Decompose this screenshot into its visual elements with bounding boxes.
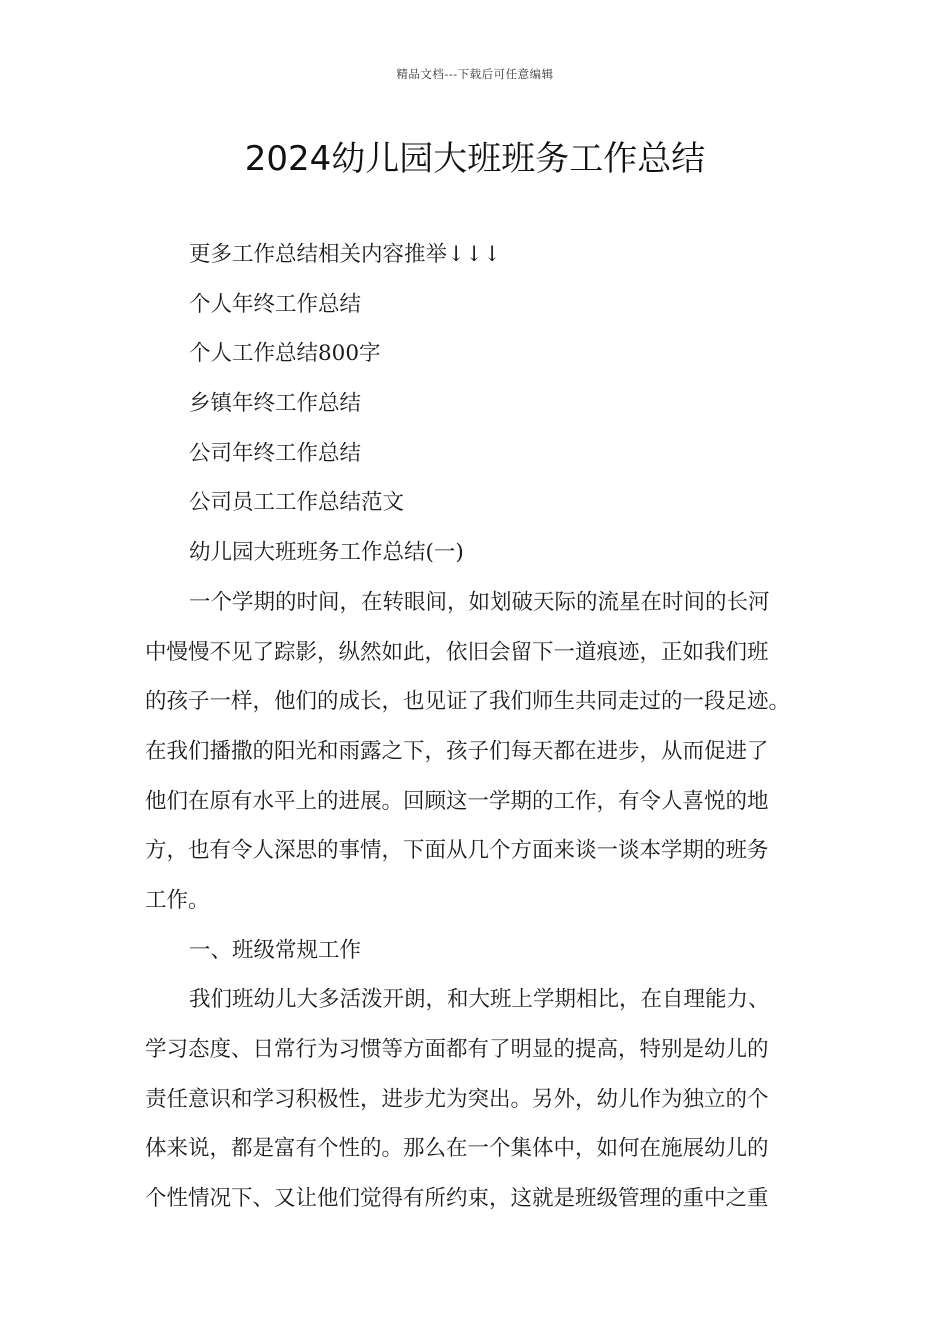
paragraph-line: 方，也有令人深思的事情，下面从几个方面来谈一谈本学期的班务 <box>145 838 769 864</box>
section-title: 幼儿园大班班务工作总结(一) <box>189 540 464 566</box>
recommend-intro: 更多工作总结相关内容推举↓↓↓ <box>189 242 502 267</box>
paragraph-line: 工作。 <box>145 887 210 913</box>
header-note: 精品文档---下载后可任意编辑 <box>396 67 554 81</box>
section-heading: 一、班级常规工作 <box>189 937 362 963</box>
paragraph-line: 体来说，都是富有个性的。那么在一个集体中，如何在施展幼儿的 <box>145 1136 769 1162</box>
paragraph-line: 的孩子一样，他们的成长，也见证了我们师生共同走过的一段足迹。 <box>145 689 791 715</box>
paragraph-line: 在我们播撒的阳光和雨露之下，孩子们每天都在进步，从而促进了 <box>145 738 769 764</box>
recommend-link[interactable]: 公司员工工作总结范文 <box>189 490 405 516</box>
paragraph-line: 学习态度、日常行为习惯等方面都有了明显的提高，特别是幼儿的 <box>145 1037 769 1062</box>
recommend-link[interactable]: 个人工作总结800字 <box>189 341 381 367</box>
paragraph-line: 中慢慢不见了踪影，纵然如此，依旧会留下一道痕迹，正如我们班 <box>145 639 769 665</box>
paragraph-line: 他们在原有水平上的进展。回顾这一学期的工作，有令人喜悦的地 <box>145 788 769 814</box>
paragraph-line: 一个学期的时间，在转眼间，如划破天际的流星在时间的长河 <box>189 589 770 615</box>
paragraph-2 <box>145 975 809 1223</box>
paragraph-1 <box>145 578 809 926</box>
document-title: 2024幼儿园大班班务工作总结 <box>244 139 706 179</box>
paragraph-line: 个性情况下、又让他们觉得有所约束，这就是班级管理的重中之重 <box>145 1186 769 1212</box>
recommend-link[interactable]: 公司年终工作总结 <box>189 440 362 466</box>
recommend-link[interactable]: 乡镇年终工作总结 <box>189 391 362 417</box>
document-body <box>145 230 809 1224</box>
recommend-link[interactable]: 个人年终工作总结 <box>189 291 362 317</box>
paragraph-line: 责任意识和学习积极性，进步尤为突出。另外，幼儿作为独立的个 <box>145 1086 769 1112</box>
paragraph-line: 我们班幼儿大多活泼开朗，和大班上学期相比，在自理能力、 <box>189 987 770 1013</box>
